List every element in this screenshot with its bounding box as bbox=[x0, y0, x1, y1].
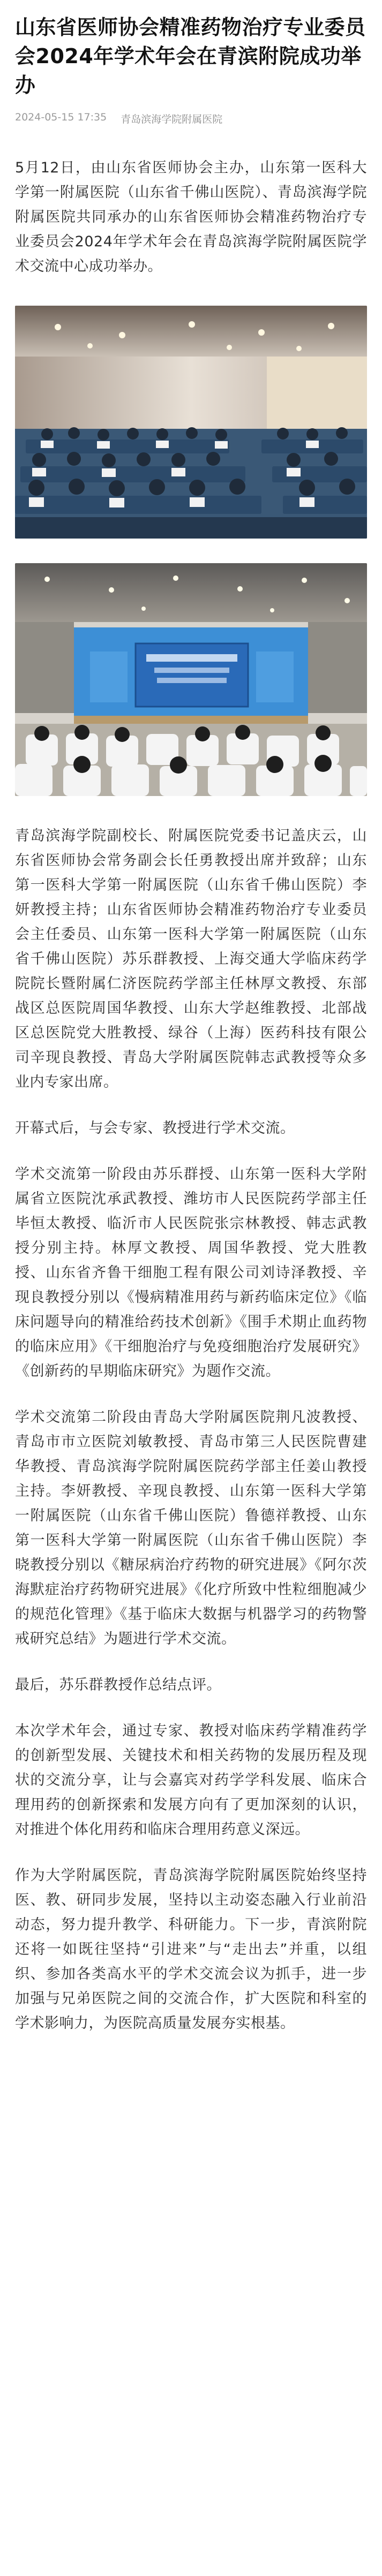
article-title: 山东省医师协会精准药物治疗专业委员会2024年学术年会在青滨附院成功举办 bbox=[15, 16, 366, 97]
publish-date: 2024-05-15 17:35 bbox=[15, 111, 107, 123]
paragraph-outlook: 作为大学附属医院，青岛滨海学院附属医院始终坚持医、教、研同步发展，坚持以主动姿态融入行业前沿动态，努力提升教学、科研能力。下一步，青滨附院还将一如既往坚持“引进来”与“走出去”并重，以组织、参加各类高水平的学术交流会议为抓手，进一步加强与兄弟医院之间的交流合作，扩大医院和科室的学术影响力，为医院高质量发展夯实根基。 bbox=[15, 1867, 367, 2032]
conference-stage-photo[interactable] bbox=[15, 563, 367, 796]
paragraph-session-two: 学术交流第二阶段由青岛大学附属医院荆凡波教授、青岛市市立医院刘敏教授、青岛市第三人民医院曹建华教授、青岛滨海学院附属医院药学部主任姜山教授主持。李妍教授、辛现良教授、山东第一医科大学第一附属医院（山东省千佛山医院）鲁德祥教授、山东第一医科大学第一附属医院（山东省千佛山医院）李晓教授分别以《糖尿病治疗药物的研究进展》《阿尔茨海默症治疗药物研究进展》《化疗所致中性粒细胞减少的规范化管理》《基于临床大数据与机器学习的药物警戒研究总结》为题进行学术交流。 bbox=[15, 1409, 367, 1647]
article-source[interactable]: 青岛滨海学院附属医院 bbox=[121, 113, 223, 125]
conference-hall-photo[interactable] bbox=[15, 306, 367, 539]
paragraph-significance: 本次学术年会，通过专家、教授对临床药学精准药学的创新型发展、关键技术和相关药物的发展历程及现状的交流分享，让与会嘉宾对药学学科发展、临床合理用药的创新探索和发展方向有了更加深刻的认识，对推进个体化用药和临床合理用药意义深远。 bbox=[15, 1723, 367, 1838]
article-meta bbox=[15, 111, 367, 126]
paragraph-session-one: 学术交流第一阶段由苏乐群授、山东第一医科大学附属省立医院沈承武教授、潍坊市人民医院药学部主任毕恒太教授、临沂市人民医院张宗林教授、韩志武教授分别主持。林厚文教授、周国华教授、党大胜教授、山东省齐鲁干细胞工程有限公司刘诗泽教授、辛现良教授分别以《慢病精准用药与新药临床定位》《临床问题导向的精准给药技术创新》《围手术期止血药物的临床应用》《干细胞治疗与免疫细胞治疗发展研究》《创新药的早期临床研究》为题作交流。 bbox=[15, 1166, 367, 1380]
paragraph-summary: 最后，苏乐群教授作总结点评。 bbox=[15, 1677, 221, 1693]
paragraph-opening: 开幕式后，与会专家、教授进行学术交流。 bbox=[15, 1120, 295, 1137]
page-bottom-spacer bbox=[15, 2036, 367, 2068]
paragraph-attendees: 青岛滨海学院副校长、附属医院党委书记盖庆云，山东省医师协会常务副会长任勇教授出席并致辞；山东第一医科大学第一附属医院（山东省千佛山医院）李妍教授主持；山东省医师协会精准药物治疗专业委员会主任委员、山东第一医科大学第一附属医院（山东省千佛山医院）苏乐群教授、上海交通大学临床药学院院长暨附属仁济医院药学部主任林厚文教授、东部战区总医院周国华教授、山东大学赵维教授、北部战区总医院党大胜教授、绿谷（上海）医药科技有限公司辛现良教授、青岛大学附属医院韩志武教授等众多业内专家出席。 bbox=[15, 828, 367, 1090]
paragraph-intro: 5月12日，由山东省医师协会主办，山东第一医科大学第一附属医院（山东省千佛山医院）、青岛滨海学院附属医院共同承办的山东省医师协会精准药物治疗专业委员会2024年学术年会在青岛滨海学院附属医院学术交流中心成功举办。 bbox=[15, 160, 367, 275]
